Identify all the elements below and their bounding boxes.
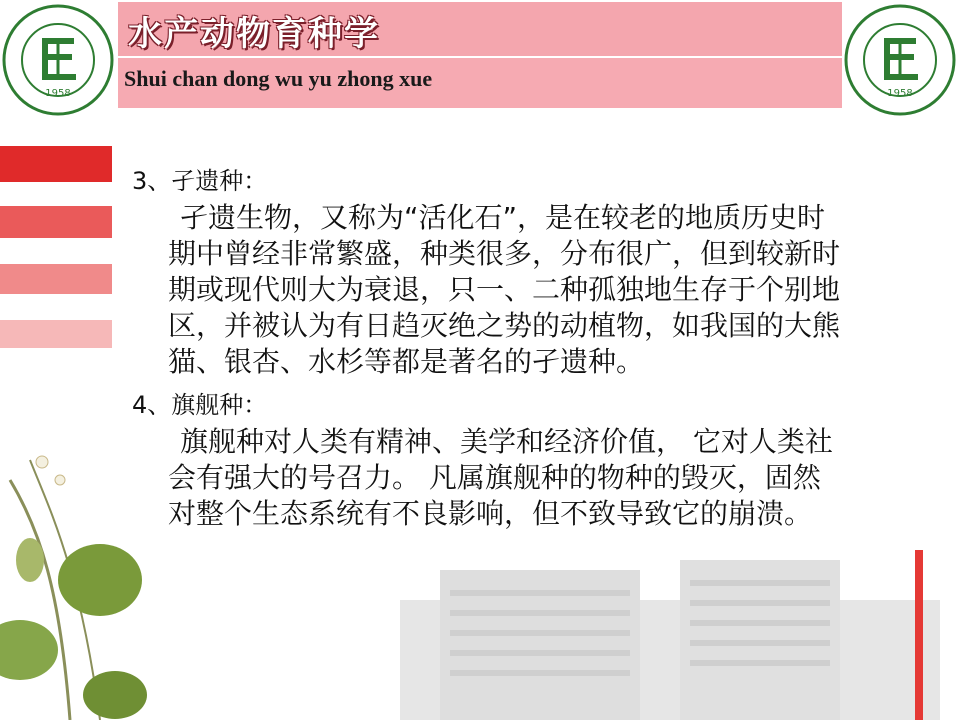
college-logo-left [2,4,114,116]
pinyin-band [118,58,842,108]
decor-stripe [0,320,112,348]
logo-year-right: 1958 [887,88,913,99]
section-text-flagship: 旗舰种对人类有精神、美学和经济价值， 它对人类社会有强大的号召力。 凡属旗舰种的物种的毁灭，固然对整个生态系统有不良影响，但不致导致它的崩溃。 [168,425,833,530]
decor-stripe [0,146,112,182]
section-text-relict: 孑遗生物，又称为“活化石”，是在较老的地质历史时期中曾经非常繁盛，种类很多，分布很广，但到较新时期或现代则大为衰退，只一、二种孤独地生存于个别地区，并被认为有日趋灭绝之势的动植物，如我国的大熊猫、银杏、水杉等都是著名的孑遗种。 [168,201,841,378]
college-logo-right [844,4,956,116]
section-heading-flagship: 4、旗舰种： [132,391,268,419]
course-title: 水产动物育种学 [128,14,380,54]
section-heading-relict: 3、孑遗种： [132,167,268,195]
slide-header [118,2,842,108]
decor-stripe [0,206,112,238]
title-band [118,2,842,58]
campus-building-image [380,540,960,720]
course-pinyin: Shui chan dong wu yu zhong xue [124,66,433,91]
logo-year: 1958 [45,88,71,99]
decor-stripe [0,264,112,294]
slide-content [132,164,852,540]
